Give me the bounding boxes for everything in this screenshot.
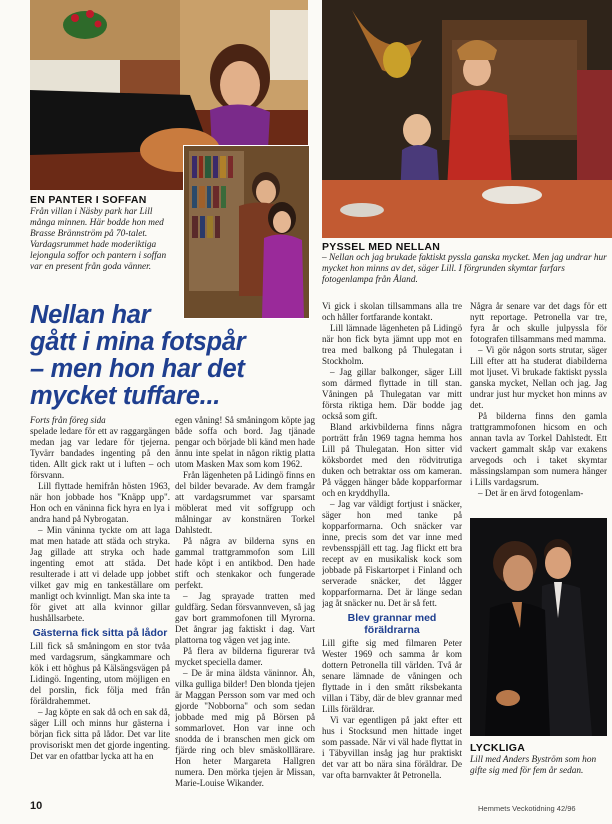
caption-lyckliga-title: LYCKLIGA [470,742,526,754]
paragraph: På flera av bilderna figurerar två mycket speciella damer. [175,646,315,667]
paragraph: Lill flyttade hemifrån hösten 1963, när hon jobbade hos "Knäpp upp". Hon och en väninna fick hyra en lya i andra hand på Nybrogatan. [30,481,170,524]
article-column-4 [470,301,607,513]
headline-line-1: Nellan har [30,301,151,329]
paragraph: egen våning! Så småningom köpte jag både soffa och bord. Jag tjänade pengar och började bli känd men hade ännu inte spelat in någon riktig platta utom Masken Max som kom 1962. [175,415,315,469]
article-column-3 [322,301,462,795]
paragraph: Lill lämnade lägenheten på Lidingö när hon fick byta jämnt upp mot en trea med balkong på Thulegatan i Stockholm. [322,323,462,366]
paragraph: Bland arkivbilderna finns några porträtt från 1969 tagna hemma hos Lill på Thulegatan. Hon sitter vid köksbordet med den rödvitrutiga duken och betraktar oss om kameran. På väggen hänger både kopparformar och en kryddhylla. [322,422,462,498]
headline [30,302,320,410]
article-column-1 [30,415,170,795]
paragraph: Vi var egentligen på jakt efter ett hus i Stocksund men hittade inget som passade. När vi väl hade flyttat in i Täbyvillan insåg jag hur praktiskt det var att bo nära sina föräldrar. De var ofta barnvakter åt Petronella. [322,715,462,780]
paragraph: – Jag sprayade tratten med guldfärg. Sedan försvannveven, så jag gav bort grammofonen till Myrorna. Det ångrar jag faktiskt i dag. Vart plattorna tog vägen vet jag inte. [175,591,315,645]
article-column-2 [175,415,315,795]
paragraph: – Jag gillar balkonger, säger Lill som därmed flyttade in till stan. Våningen på Thulegatan var mitt första riktiga hem. Där bodde jag också som gift. [322,367,462,421]
caption-pyssel-text: – Nellan och jag brukade faktiskt pyssla ganska mycket. Men jag undrar hur mycket hon minns av det, säger Lill. I förgrunden skymtar farfars fotogenlampa från Åland. [322,253,607,285]
paragraph: – Min väninna tyckte om att laga mat men hatade att städa och stryka. Jag gillade att stryka och hade ingenting emot att städa. Det resulterade i att vi delade upp jobbet vilket gav mig en tankeställare om manligt och kvinnligt. Man ska inte ta för givet att alla kvinnor gillar hushållsarbete. [30,525,170,623]
paragraph: Lill gifte sig med filmaren Peter Wester 1969 och samma år kom dottern Petronella till världen. Två år senare lämnade de våningen och flyttade in i den smått riksbekanta villan i Täby, där de blev grannar med Lills föräldrar. [322,638,462,714]
caption-lyckliga-text: Lill med Anders Byström som hon gifte sig med för fem år sedan. [470,755,597,776]
paragraph: Några år senare var det dags för ett nytt reportage. Petronella var tre, fyra år och skulle julpyssla för fotografen tillsammans med mamma. [470,301,607,344]
headline-line-3: – men hon har det [30,355,245,383]
paragraph: – Det är en ärvd fotogenlam- [478,488,584,498]
paragraph: Från lägenheten på Lidingö finns en del bilder bevarade. Av dem framgår att vardagsrummet var sparsamt möblerat med vit soffgrupp och målningar av konstnären Torkel Dahlstedt. [175,470,315,535]
paragraph: Lill fick så småningom en stor tvåa med vardagsrum, sängkammare och kök i ett höghus på Kälsängsvägen på Lidingö. Ingenting, utom möjligen en del porslin, fick följa med från föräldrahemmet. [30,641,170,706]
paragraph: Vi gick i skolan tillsammans alla tre och håller fortfarande kontakt. [322,301,462,322]
caption-pyssel-title: PYSSEL MED NELLAN [322,241,441,253]
paragraph: – Vi gör någon sorts strutar, säger Lill efter att ha studerat diabilderna mot ljuset. Vi brukade faktiskt pyssla ganska mycket, Nellan och jag. Jag undrar just hur mycket hon minns av det. [470,345,607,410]
photo-pyssel-nellan [322,0,612,238]
caption-panter-text: Från villan i Näsby park har Lill många minnen. Här bodde hon med Brasse Brännström på 70-talet. Vardagsrummet hade moderiktiga lejongula soffor och pantern i soffan var en present från goda vänner. [30,207,167,272]
caption-panter-title: EN PANTER I SOFFAN [30,194,147,206]
page-number: 10 [30,800,43,812]
headline-line-2: gått i mina fotspår [30,328,246,356]
subheading-gasterna: Gästerna fick sitta på lådor [32,627,168,639]
headline-line-4: mycket tuffare... [30,382,221,410]
paragraph: På några av bilderna syns en gammal trattgrammofon som Lill hade köpt i en antikbod. Den hade stift och stenkakor och fungerade perfekt. [175,536,315,590]
paragraph: – Jag köpte en sak då och en sak då, säger Lill och minns hur gästerna i början fick sitta på lådor. Det var lite provisoriskt men det gjorde ingenting. Det var en ofattbar lycka att ha en [30,707,170,761]
paragraph: – De är mina äldsta väninnor. Åh, vilka gulliga bilder! Den blonda tjejen är Maggan Persson som var med och gjorde "Nobborna" och som sedan jobbade med mig på Börsen på sommarlovet. Hon var inne och snodda de i branschen men gick om fjärde ring och blev smäskolllärare. Hon heter Margareta Hallgren numera. Den mörka tjejen är Missan, Marie-Louise Wikander. [175,668,315,788]
paragraph: spelade ledare för ett av raggargängen medan jag var ledare för tjejerna. Tyvärr bandades ingenting på den tiden. Allt gick rakt ut i luften – och försvann. [30,426,170,480]
subheading-grannar: Blev grannar med föräldrarna [347,612,437,636]
magazine-issue: Hemmets Veckotidning 42/96 [478,804,576,813]
photo-lill-anders [470,518,607,736]
paragraph: – Jag var väldigt fortjust i snäcker, säger hon med tanke på kopparformarna. Och snäcker var inne, precis som det var inne med revbensspjäll ett tag. Jag flickt ett bra recept av en musikalisk kock som jobbade på Fiskartorpet i Finland och serverade snäcker, det lågger kopparformarna. Det är länge sedan jag åt snäcker nu. Det är så fett. [322,499,462,608]
photo-couple-bookshelf [183,145,310,319]
continued-from-note: Forts från föreg sida [30,415,106,425]
paragraph: På bilderna finns den gamla trattgrammofonen hicsom en och annan tavla av Torkel Dahlstedt. Ett vackert gammalt skåp var exakens arvegods och i taket skymtar mässingslampan som numera hänger i Lills vardagsrum. [470,411,607,487]
